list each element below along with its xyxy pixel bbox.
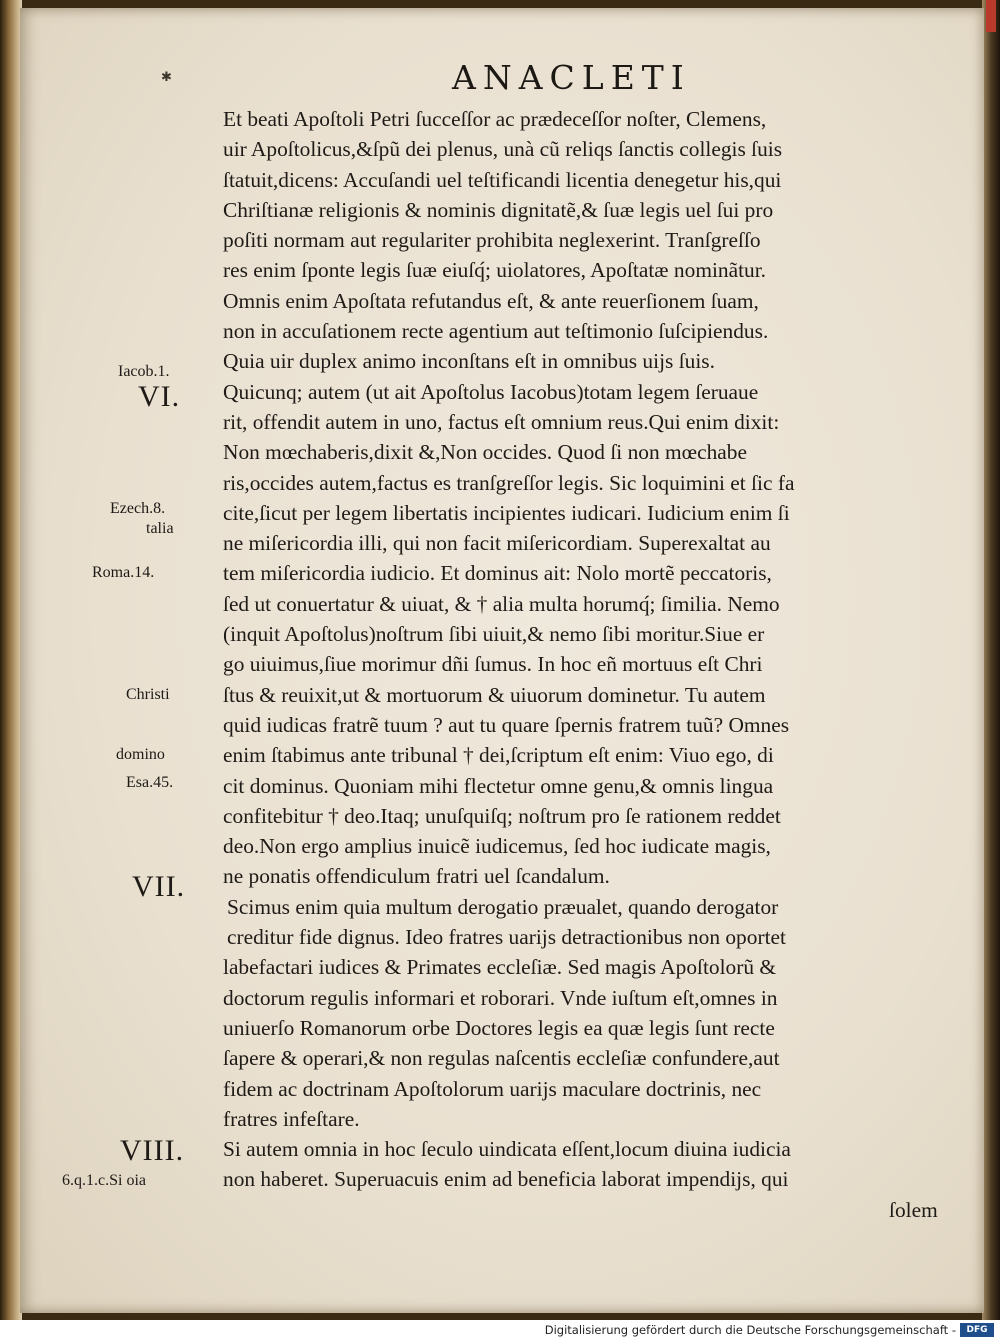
- text-line: ne miſericordia illi, qui non facit miſericordiam. Superexaltat au: [223, 531, 771, 556]
- text-line: enim ſtabimus ante tribunal † dei,ſcriptum eſt enim: Viuo ego, di: [223, 743, 774, 768]
- text-line: rit, offendit autem in uno, factus eſt omnium reus.Qui enim dixit:: [223, 409, 780, 434]
- margin-note-6q1: 6.q.1.c.Si oia: [62, 1172, 146, 1189]
- margin-note-talia: talia: [146, 520, 174, 537]
- text-line: Quicunq; autem (ut ait Apoſtolus Iacobus)totam legem ſeruaue: [223, 379, 759, 404]
- text-line: poſiti normam aut regulariter prohibita neglexerint. Tranſgreſſo: [223, 228, 761, 253]
- text-line: Quia uir duplex animo inconſtans eſt in omnibus uijs ſuis.: [223, 349, 715, 374]
- book-spine-edge: [0, 0, 22, 1320]
- text-line: confitebitur † deo.Itaq; unuſquiſq; noſtrum pro ſe rationem reddet: [223, 803, 781, 828]
- text-line: non haberet. Superuacuis enim ad beneficia laborat impendijs, qui: [223, 1167, 789, 1192]
- margin-note-ezech: Ezech.8.: [110, 500, 166, 517]
- text-line: tem miſericordia iudicio. Et dominus ait: Nolo mortẽ peccatoris,: [223, 561, 772, 586]
- book-fore-edge: [982, 0, 1000, 1320]
- dfg-logo: DFG: [960, 1323, 994, 1337]
- chapter-numeral-vi: VI.: [138, 380, 181, 413]
- text-line: quid iudicas fratrẽ tuum ? aut tu quare ſpernis fratrem tuũ? Omnes: [223, 712, 790, 737]
- text-line: Si autem omnia in hoc ſeculo uindicata eſſent,locum diuina iudicia: [223, 1137, 791, 1162]
- text-line: go uiuimus,ſiue morimur dñi ſumus. In hoc eñ mortuus eſt Chri: [223, 652, 763, 677]
- text-line: fratres infeſtare.: [223, 1106, 360, 1131]
- footer-bar: [0, 1320, 1000, 1341]
- text-line: deo.Non ergo amplius inuicẽ iudicemus, ſed hoc iudicate magis,: [223, 834, 771, 859]
- text-line: doctorum regulis informari et roborari. Vnde iuſtum eſt,omnes in: [223, 985, 778, 1010]
- text-line: ne ponatis offendiculum fratri uel ſcandalum.: [223, 864, 610, 889]
- text-line: ſtus & reuixit,ut & mortuorum & uiuorum dominetur. Tu autem: [223, 682, 766, 707]
- running-title: ANACLETI: [452, 58, 691, 97]
- text-line: ris,occides autem,factus es tranſgreſſor legis. Sic loquimini et ſic fa: [223, 470, 795, 495]
- margin-note-domino: domino: [116, 746, 165, 763]
- text-line: ſapere & operari,& non regulas naſcentis eccleſiæ confundere,aut: [223, 1046, 780, 1071]
- ornament-mark: ✱: [161, 70, 172, 85]
- text-line: res enim ſponte legis ſuæ eiuſq́; uiolatores, Apoſtatæ nominãtur.: [223, 258, 767, 283]
- margin-note-roma: Roma.14.: [92, 564, 155, 581]
- text-line: labefactari iudices & Primates eccleſiæ. Sed magis Apoſtolorũ &: [223, 955, 777, 980]
- margin-note-iacob: Iacob.1.: [118, 363, 170, 380]
- text-line: cite,ſicut per legem libertatis incipientes iudicari. Iudicium enim ſi: [223, 500, 790, 525]
- color-tab-marker: [986, 0, 996, 32]
- digitization-credit: Digitalisierung gefördert durch die Deutsche Forschungsgemeinschaft -: [544, 1323, 956, 1337]
- text-line: creditur fide dignus. Ideo fratres uarijs detractionibus non oportet: [227, 925, 786, 950]
- catchword: ſolem: [889, 1197, 938, 1222]
- main-text-block: [223, 104, 968, 1225]
- text-line: Et beati Apoſtoli Petri ſucceſſor ac prædeceſſor noſter, Clemens,: [223, 107, 767, 131]
- text-line: Scimus enim quia multum derogatio præualet, quando derogator: [227, 894, 779, 919]
- chapter-numeral-viii: VIII.: [120, 1134, 185, 1167]
- text-line: (inquit Apoſtolus)noſtrum ſibi uiuit,& nemo ſibi moritur.Siue er: [223, 622, 765, 647]
- book-page: [20, 8, 984, 1313]
- text-line: Non mœchaberis,dixit &,Non occides. Quod ſi non mœchabe: [223, 440, 747, 465]
- text-line: fidem ac doctrinam Apoſtolorum uarijs maculare doctrinis, nec: [223, 1076, 762, 1101]
- margin-note-esa: Esa.45.: [126, 774, 174, 791]
- text-line: ſed ut conuertatur & uiuat, & † alia multa horumq́; ſimilia. Nemo: [223, 591, 780, 616]
- margin-note-christi: Christi: [126, 686, 170, 703]
- text-line: cit dominus. Quoniam mihi flectetur omne genu,& omnis lingua: [223, 773, 774, 798]
- text-line: uniuerſo Romanorum orbe Doctores legis ea quæ legis ſunt recte: [223, 1015, 775, 1040]
- text-line: Omnis enim Apoſtata refutandus eſt, & ante reuerſionem ſuam,: [223, 288, 759, 313]
- text-line: uir Apoſtolicus,&ſpũ dei plenus, unà cũ reliqs ſanctis collegis ſuis: [223, 137, 783, 162]
- chapter-numeral-vii: VII.: [132, 870, 186, 903]
- text-line: Chriſtianæ religionis & nominis dignitatẽ,& ſuæ legis uel ſui pro: [223, 197, 774, 222]
- text-line: non in accuſationem recte agentium aut teſtimonio ſuſcipiendus.: [223, 319, 769, 344]
- text-line: ſtatuit,dicens: Accuſandi uel teſtificandi licentia denegetur his,qui: [223, 167, 782, 192]
